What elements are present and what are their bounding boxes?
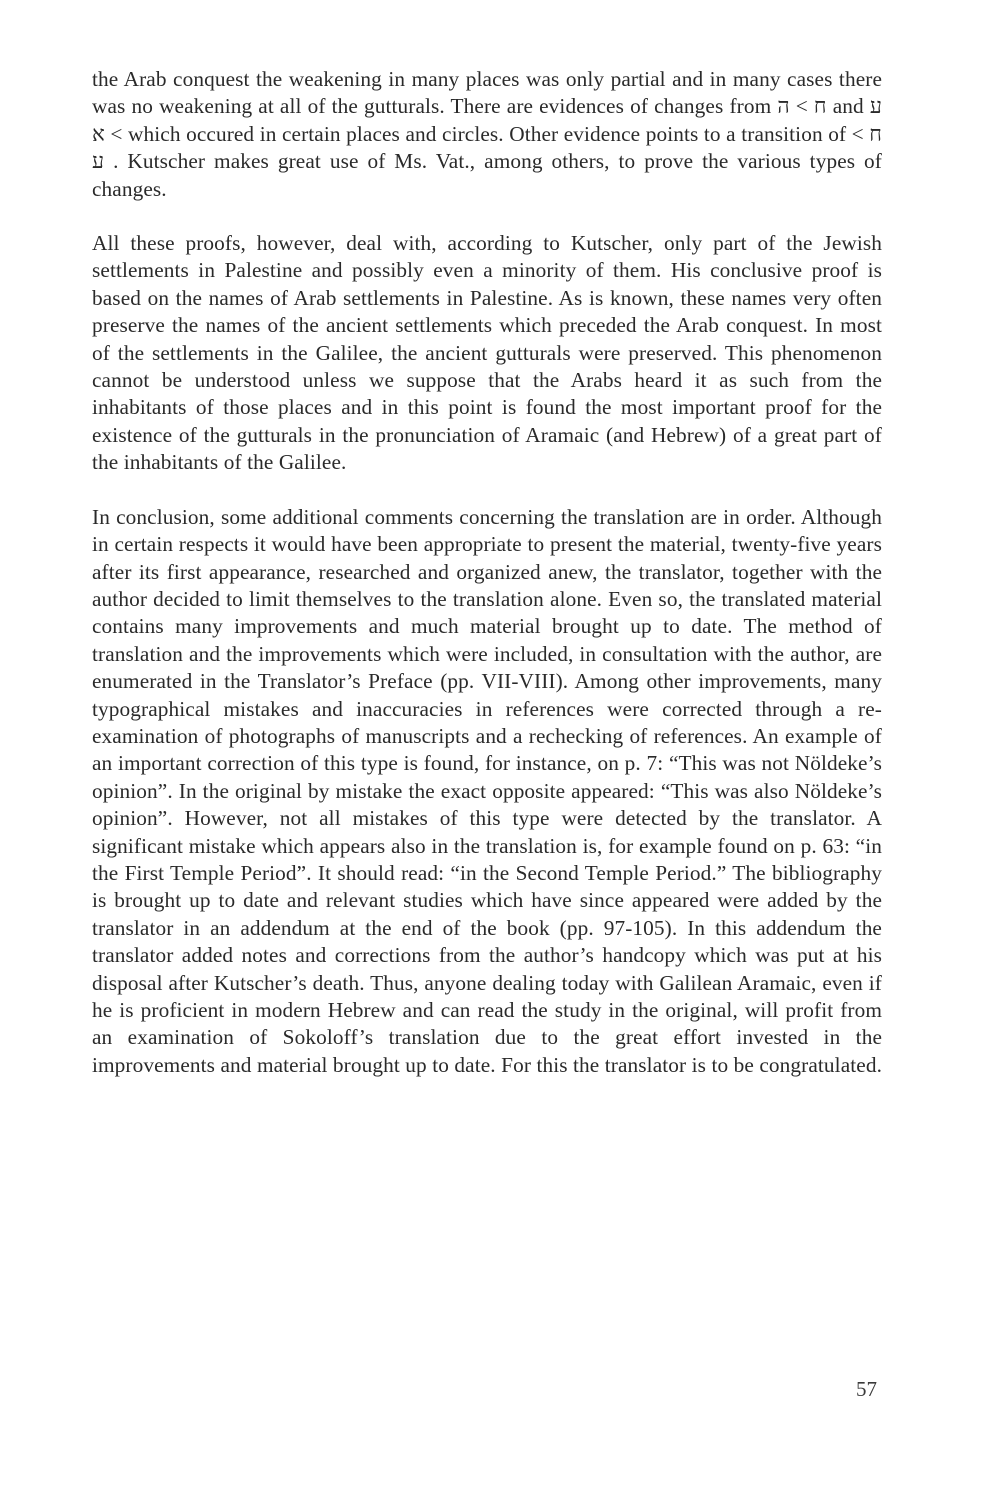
paragraph-translation-comments: In conclusion, some additional comments concerning the translation are in order. Although in certain respects it would have been appropriate to present the material, twenty-five years after its first appearance, researched and organized anew, the translator, together with the author decided to limit themselves to the translation alone. Even so, the translated material contains many improvements and much material brought up to date. The method of translation and the improvements which were included, in consultation with the author, are enumerated in the Translator’s Preface (pp. VII-VIII). Among other improvements, many typographical mistakes and inaccuracies in references were corrected through a re-examination of photographs of manuscripts and a rechecking of references. An example of an important correction of this type is found, for instance, on p. 7: “This was not Nöldeke’s opinion”. In the original by mistake the exact opposite appeared: “This was also Nöldeke’s opinion”. However, not all mistakes of this type were detected by the translator. A significant mistake which appears also in the translation is, for example found on p. 63: “in the First Temple Period”. It should read: “in the Second Temple Period.” The bibliography is brought up to date and relevant studies which have since appeared were added by the translator in an addendum at the end of the book (pp. 97-105). In this addendum the translator added notes and corrections from the author’s handcopy which was put at his disposal after Kutscher’s death. Thus, anyone dealing today with Galilean Aramaic, even if he is proficient in modern Hebrew and can read the study in the original, will profit from an examination of Sokoloff’s translation due to the great effort invested in the improvements and material brought up to date. For this the translator is to be congratulated. <box>92 504 882 1077</box>
page-body <box>92 66 882 1106</box>
page-number: 57 <box>856 1377 877 1401</box>
paragraph-proofs-arab-names: All these proofs, however, deal with, according to Kutscher, only part of the Jewish settlements in Palestine and possibly even a minority of them. His conclusive proof is based on the names of Arab settlements in Palestine. As is known, these names very often preserve the names of the ancient settlements which preceded the Arab conquest. In most of the settlements in the Galilee, the ancient gutturals were preserved. This phenomenon cannot be understood unless we suppose that the Arabs heard it as such from the inhabitants of those places and in this point is found the most important proof for the existence of the gutturals in the pronunciation of Aramaic (and Hebrew) of a great part of the inhabitants of the Galilee. <box>92 231 882 475</box>
paragraph-gutturals-changes: the Arab conquest the weakening in many places was only partial and in many cases there was no weakening at all of the gutturals. There are evidences of changes from ח > ה and ע > א which occured in certain places and circles. Other evidence points to a transition of ח > ע . Kutscher makes great use of Ms. Vat., among others, to prove the various types of changes. <box>92 67 883 201</box>
